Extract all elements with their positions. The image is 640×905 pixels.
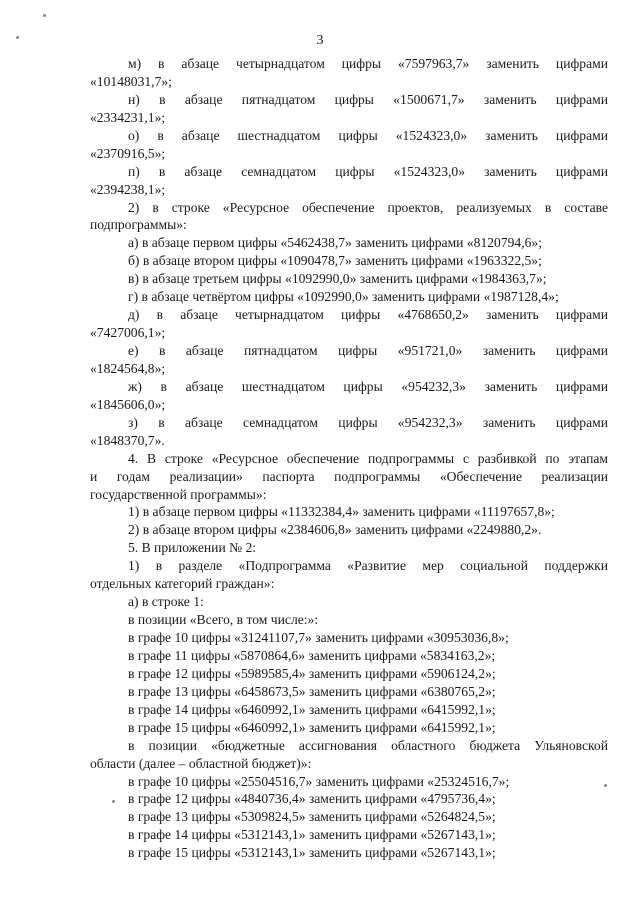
text-line: ж) в абзаце шестнадцатом цифры «954232,3» заменить цифрами bbox=[128, 378, 608, 394]
text-line: 2) в строке «Ресурсное обеспечение проектов, реализуемых в составе bbox=[128, 199, 608, 215]
text-line: в) в абзаце третьем цифры «1092990,0» заменить цифрами «1984363,7»; bbox=[128, 271, 547, 287]
text-line: «2370916,5»; bbox=[90, 145, 166, 161]
text-line: з) в абзаце семнадцатом цифры «954232,3» заменить цифрами bbox=[128, 414, 608, 430]
page-number: 3 bbox=[316, 33, 324, 48]
text-line: 1) в абзаце первом цифры «11332384,4» заменить цифрами «11197657,8»; bbox=[128, 504, 555, 520]
text-line: «2394238,1»; bbox=[90, 181, 166, 197]
scan-speck bbox=[43, 14, 46, 17]
text-line: а) в абзаце первом цифры «5462438,7» заменить цифрами «8120794,6»; bbox=[128, 235, 542, 251]
text-line: в графе 11 цифры «5870864,6» заменить цифрами «5834163,2»; bbox=[128, 647, 496, 663]
text-line: 1) в разделе «Подпрограмма «Развитие мер социальной поддержки bbox=[128, 558, 608, 574]
text-line: д) в абзаце четырнадцатом цифры «4768650,2» заменить цифрами bbox=[128, 307, 608, 323]
text-line: «1845606,0»; bbox=[90, 396, 166, 412]
text-line: п) в абзаце семнадцатом цифры «1524323,0» заменить цифрами bbox=[128, 163, 608, 179]
text-line: б) в абзаце втором цифры «1090478,7» заменить цифрами «1963322,5»; bbox=[128, 253, 542, 269]
text-line: «7427006,1»; bbox=[90, 325, 166, 341]
text-line: 4. В строке «Ресурсное обеспечение подпрограммы с разбивкой по этапам bbox=[128, 450, 608, 466]
text-line: «10148031,7»; bbox=[90, 73, 172, 89]
text-line: н) в абзаце пятнадцатом цифры «1500671,7» заменить цифрами bbox=[128, 91, 608, 107]
text-line: в графе 15 цифры «5312143,1» заменить цифрами «5267143,1»; bbox=[128, 845, 496, 861]
text-line: в позиции «бюджетные ассигнования областного бюджета Ульяновской bbox=[128, 737, 608, 753]
text-line: «2334231,1»; bbox=[90, 109, 166, 125]
text-line: в графе 10 цифры «31241107,7» заменить цифрами «30953036,8»; bbox=[128, 630, 509, 645]
text-line: «1848370,7». bbox=[90, 432, 165, 448]
text-line: в графе 14 цифры «6460992,1» заменить цифрами «6415992,1»; bbox=[128, 701, 496, 717]
document-body bbox=[90, 55, 608, 862]
scan-speck bbox=[604, 784, 607, 787]
text-line: в графе 14 цифры «5312143,1» заменить цифрами «5267143,1»; bbox=[128, 827, 496, 843]
text-line: а) в строке 1: bbox=[128, 594, 204, 610]
text-line: области (далее – областной бюджет)»: bbox=[90, 755, 312, 771]
text-line: подпрограммы»: bbox=[90, 217, 187, 233]
text-line: в графе 15 цифры «6460992,1» заменить цифрами «6415992,1»; bbox=[128, 719, 496, 735]
text-line: в графе 13 цифры «5309824,5» заменить цифрами «5264824,5»; bbox=[128, 809, 496, 825]
text-line: в графе 12 цифры «5989585,4» заменить цифрами «5906124,2»; bbox=[128, 665, 496, 681]
text-line: в позиции «Всего, в том числе:»: bbox=[128, 612, 319, 628]
text-line: отдельных категорий граждан»: bbox=[90, 576, 275, 592]
text-line: и годам реализации» паспорта подпрограммы «Обеспечение реализации bbox=[90, 468, 608, 484]
text-line: государственной программы»: bbox=[90, 486, 267, 502]
text-line: о) в абзаце шестнадцатом цифры «1524323,0» заменить цифрами bbox=[128, 127, 608, 143]
text-line: 2) в абзаце втором цифры «2384606,8» заменить цифрами «2249880,2». bbox=[128, 522, 542, 538]
scan-speck bbox=[16, 36, 19, 39]
text-line: «1824564,8»; bbox=[90, 360, 166, 376]
text-line: в графе 10 цифры «25504516,7» заменить цифрами «25324516,7»; bbox=[128, 773, 510, 789]
text-line: е) в абзаце пятнадцатом цифры «951721,0» заменить цифрами bbox=[128, 343, 608, 358]
text-line: в графе 13 цифры «6458673,5» заменить цифрами «6380765,2»; bbox=[128, 683, 496, 699]
text-line: в графе 12 цифры «4840736,4» заменить цифрами «4795736,4»; bbox=[128, 791, 496, 807]
text-line: г) в абзаце четвёртом цифры «1092990,0» заменить цифрами «1987128,4»; bbox=[128, 289, 559, 305]
scan-speck bbox=[112, 800, 115, 803]
text-line: 5. В приложении № 2: bbox=[128, 540, 257, 556]
text-line: м) в абзаце четырнадцатом цифры «7597963,7» заменить цифрами bbox=[128, 56, 608, 71]
